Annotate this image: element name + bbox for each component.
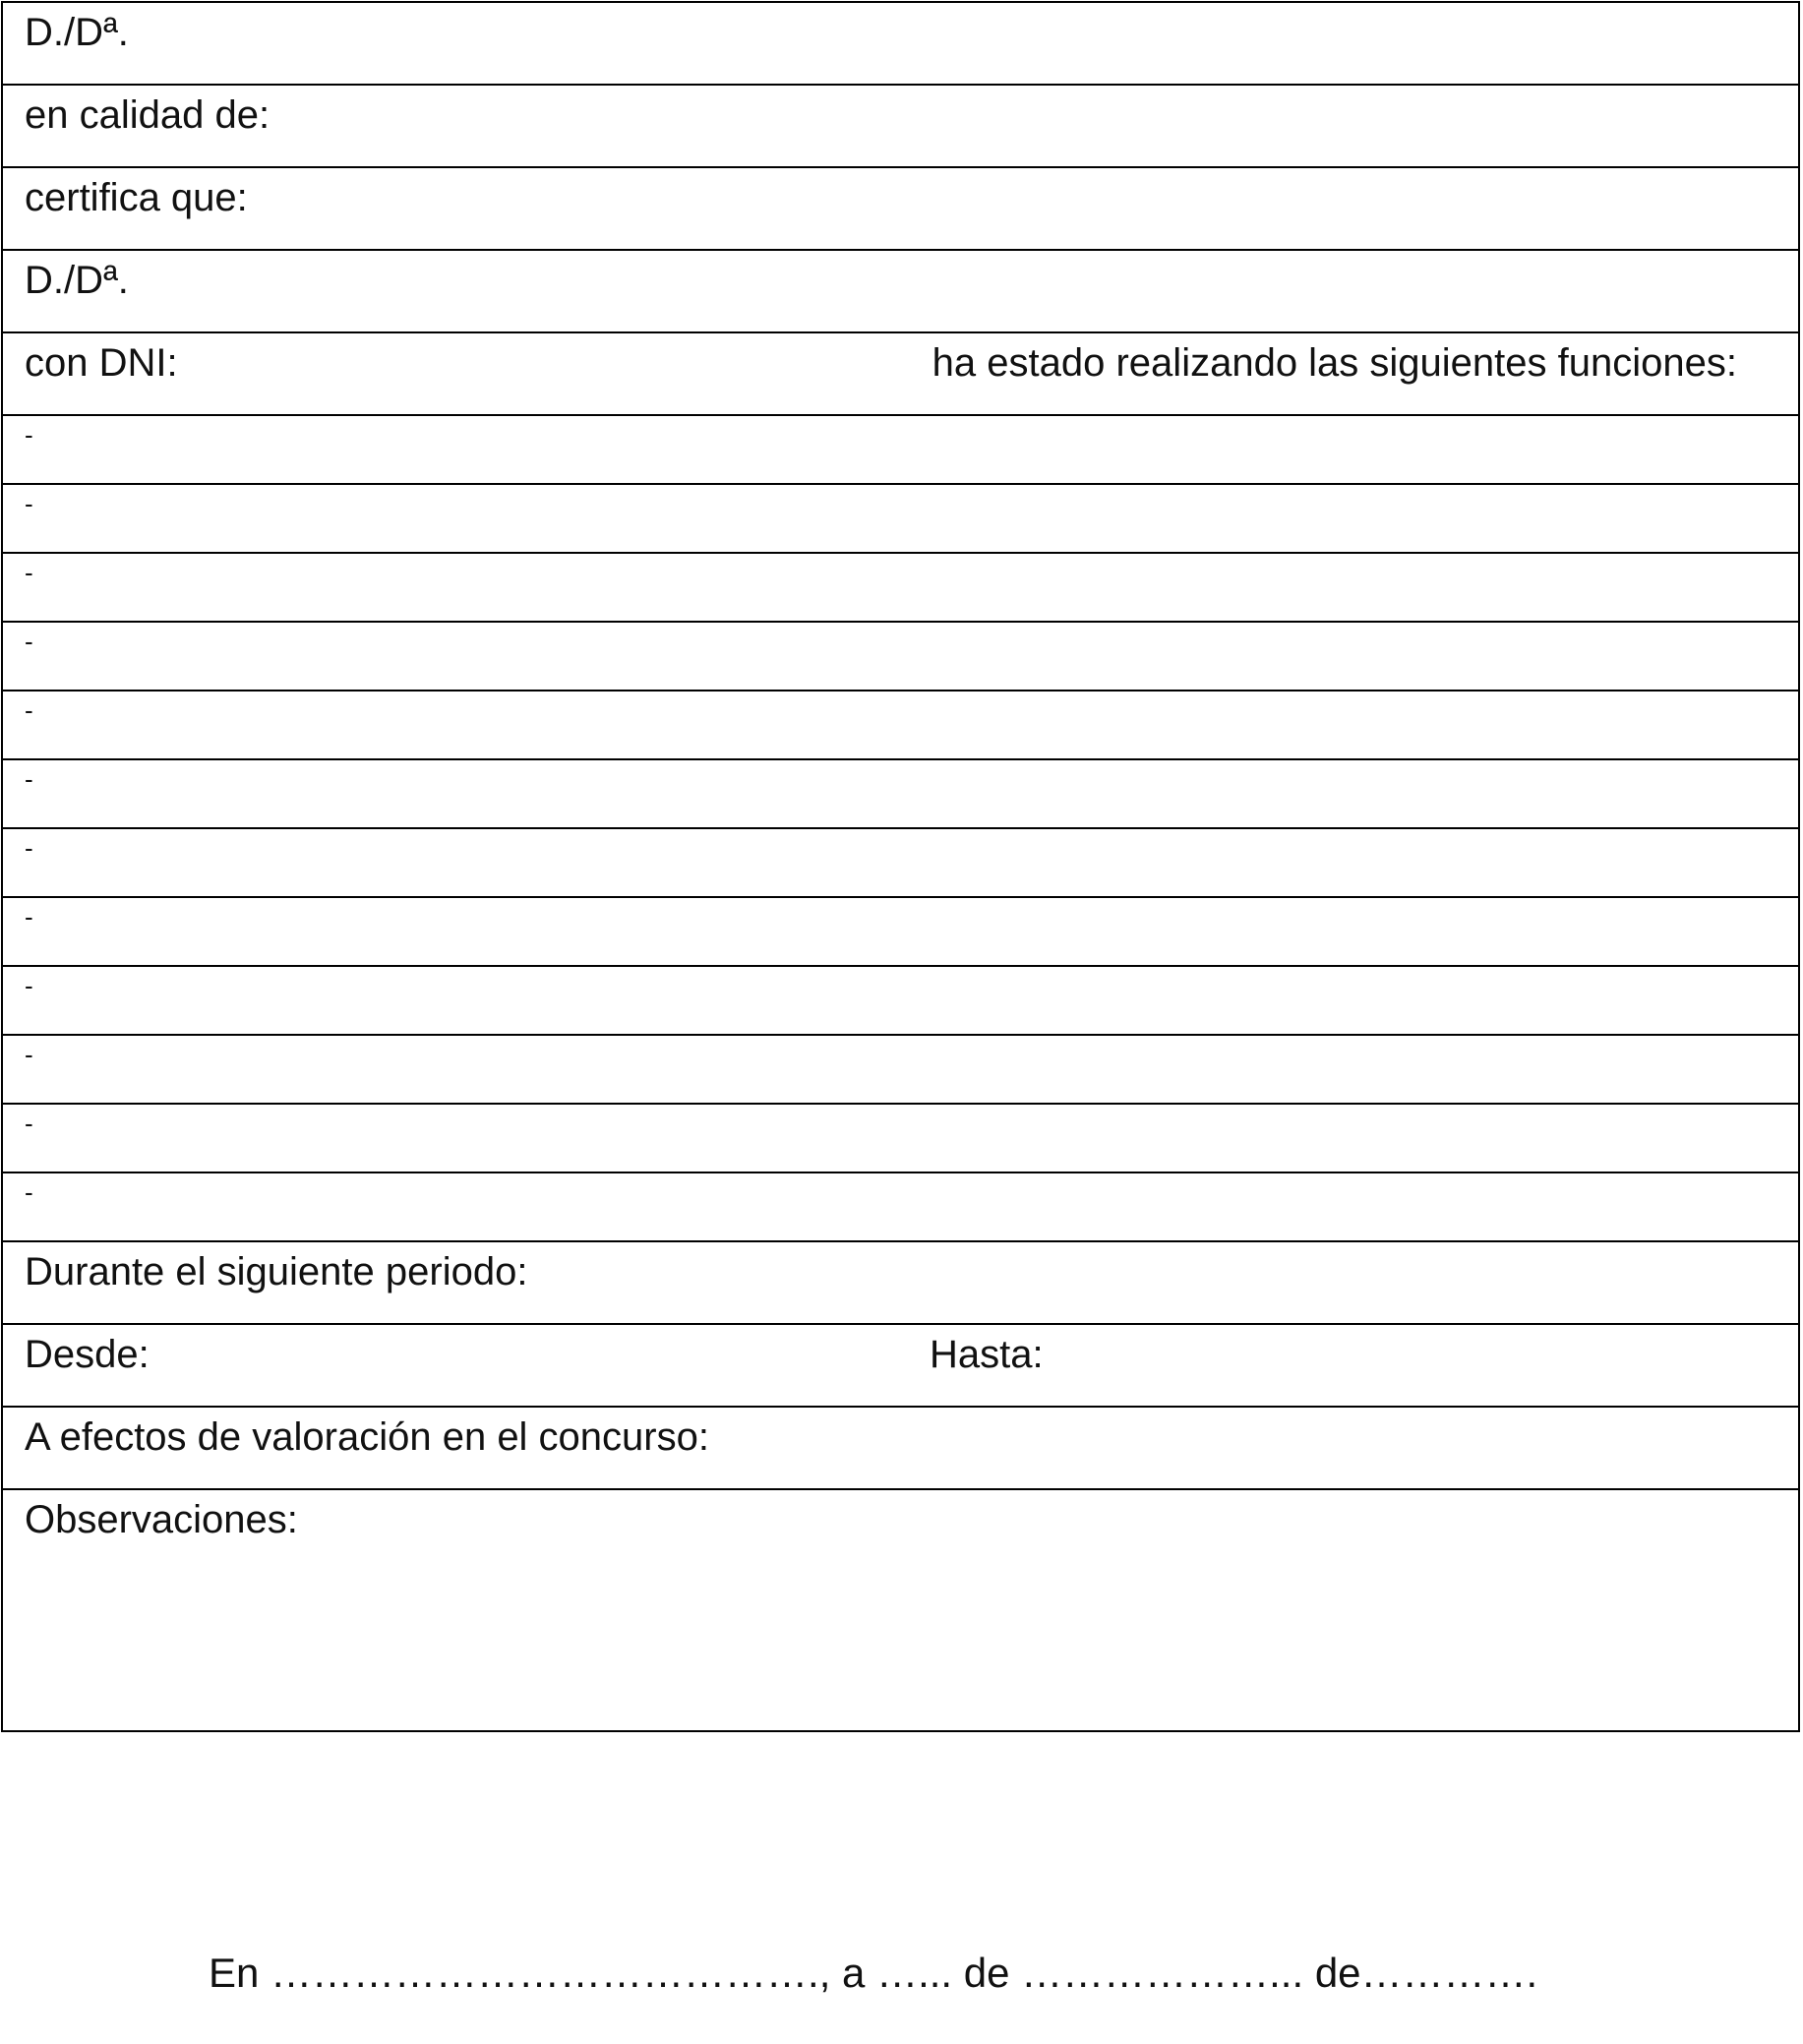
- name-field-1[interactable]: [2, 2, 1799, 85]
- dni-label: con DNI:: [25, 341, 178, 385]
- function-row: [2, 484, 1799, 553]
- function-item-dash: -: [25, 420, 33, 450]
- function-item-dash: -: [25, 695, 33, 725]
- name-label-1: D./Dª.: [25, 11, 129, 54]
- capacity-label: en calidad de:: [25, 93, 270, 137]
- row-dates: [2, 1324, 1799, 1407]
- row-observations: [2, 1489, 1799, 1731]
- function-row: [2, 759, 1799, 828]
- function-item-field[interactable]: [2, 691, 1799, 759]
- row-certifies: [2, 167, 1799, 250]
- name-field-2[interactable]: [2, 250, 1799, 332]
- function-item-field[interactable]: [2, 828, 1799, 897]
- function-item-dash: -: [25, 1040, 33, 1069]
- certifies-field: [2, 167, 1799, 250]
- to-label: Hasta:: [930, 1333, 1044, 1376]
- function-row: [2, 415, 1799, 484]
- function-item-field[interactable]: [2, 1035, 1799, 1104]
- row-name-1: [2, 2, 1799, 85]
- function-item-field[interactable]: [2, 622, 1799, 691]
- function-item-dash: -: [25, 833, 33, 863]
- certifies-label: certifica que:: [25, 176, 248, 219]
- functions-label: ha estado realizando las siguientes funciones:: [932, 341, 1737, 385]
- observations-field[interactable]: [2, 1489, 1799, 1731]
- row-purpose: [2, 1407, 1799, 1489]
- function-row: [2, 897, 1799, 966]
- certificate-form-table: [1, 1, 1800, 1732]
- function-item-dash: -: [25, 558, 33, 587]
- place-date-line: En …………………………………., a …... de ………………... de………….: [209, 1950, 1538, 1996]
- function-item-field[interactable]: [2, 759, 1799, 828]
- function-row: [2, 1035, 1799, 1104]
- function-item-dash: -: [25, 1109, 33, 1138]
- dates-field[interactable]: [2, 1324, 1799, 1407]
- function-item-dash: -: [25, 1177, 33, 1207]
- dni-field[interactable]: [2, 332, 1799, 415]
- function-item-field[interactable]: [2, 966, 1799, 1035]
- function-row: [2, 966, 1799, 1035]
- row-capacity: [2, 85, 1799, 167]
- function-row: [2, 828, 1799, 897]
- name-label-2: D./Dª.: [25, 259, 129, 302]
- row-name-2: [2, 250, 1799, 332]
- row-period: [2, 1241, 1799, 1324]
- observations-label: Observaciones:: [25, 1498, 298, 1541]
- purpose-field[interactable]: [2, 1407, 1799, 1489]
- function-item-dash: -: [25, 971, 33, 1000]
- period-label: Durante el siguiente periodo:: [25, 1250, 528, 1293]
- function-item-field[interactable]: [2, 1172, 1799, 1241]
- function-item-field[interactable]: [2, 897, 1799, 966]
- function-row: [2, 691, 1799, 759]
- function-item-dash: -: [25, 489, 33, 518]
- function-row: [2, 553, 1799, 622]
- row-dni: [2, 332, 1799, 415]
- function-item-field[interactable]: [2, 1104, 1799, 1172]
- function-item-dash: -: [25, 902, 33, 932]
- function-row: [2, 622, 1799, 691]
- capacity-field[interactable]: [2, 85, 1799, 167]
- period-field: [2, 1241, 1799, 1324]
- function-item-dash: -: [25, 627, 33, 656]
- purpose-label: A efectos de valoración en el concurso:: [25, 1415, 709, 1459]
- function-item-field[interactable]: [2, 484, 1799, 553]
- function-item-field[interactable]: [2, 415, 1799, 484]
- from-label: Desde:: [25, 1333, 150, 1376]
- function-row: [2, 1104, 1799, 1172]
- function-item-field[interactable]: [2, 553, 1799, 622]
- function-row: [2, 1172, 1799, 1241]
- function-item-dash: -: [25, 764, 33, 794]
